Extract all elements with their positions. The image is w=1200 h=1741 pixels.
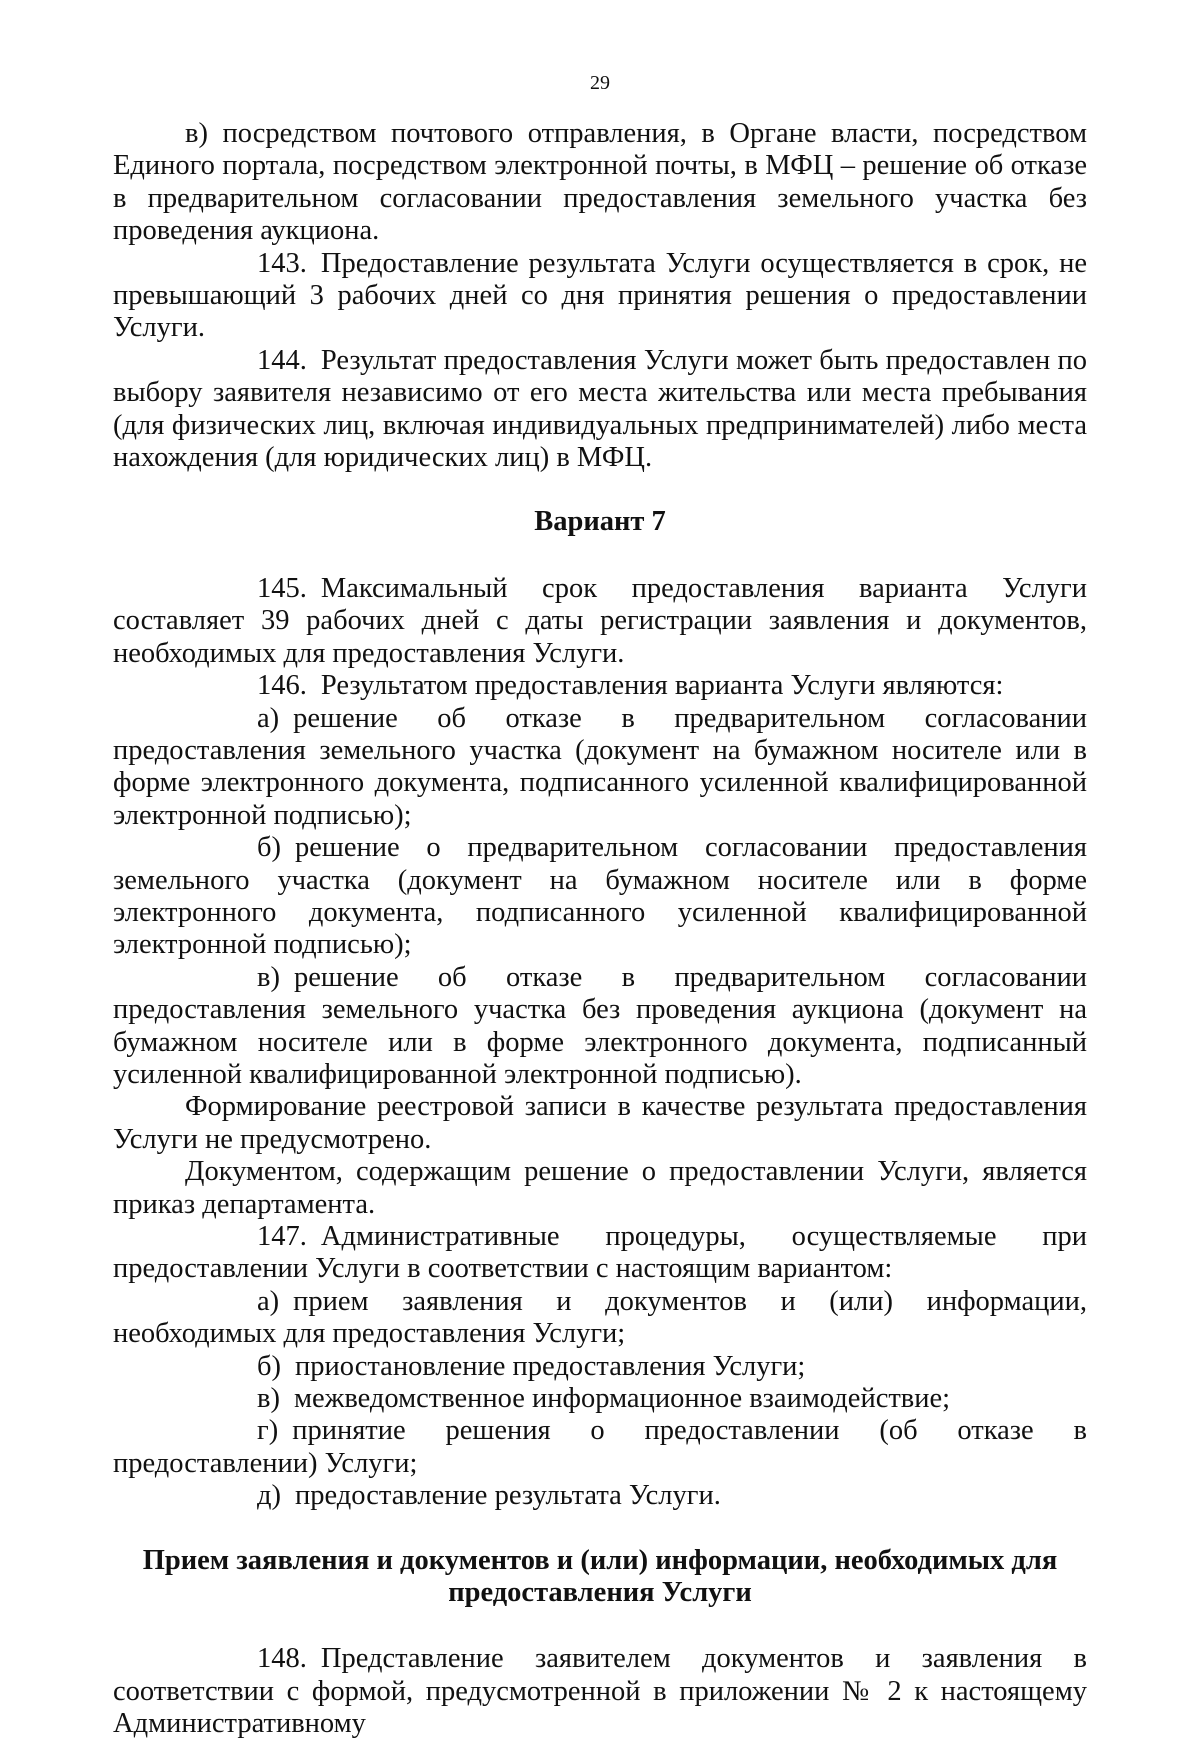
paragraph — [113, 832, 1087, 962]
heading-variant-7: Вариант 7 — [534, 506, 666, 538]
paragraph — [113, 1643, 1087, 1740]
paragraph-number: а) — [257, 1285, 280, 1317]
paragraph-number: в) — [257, 961, 280, 993]
top-paragraphs — [113, 118, 1087, 474]
paragraph-number: д) — [257, 1480, 281, 1512]
paragraph-text: приостановление предоставления Услуги; — [295, 1350, 806, 1382]
paragraph-text: решение об отказе в предварительном согласовании предоставления земельного участка (документ на бумажном носителе или в форме электронного документа, подписанного усиленной квалифицированной электронной подписью); — [113, 702, 1087, 831]
paragraph-text: Предоставление результата Услуги осуществляется в срок, не превышающий 3 рабочих дней со дня принятия решения о предоставлении Услуги. — [113, 247, 1087, 344]
paragraph-text: принятие решения о предоставлении (об отказе в предоставлении) Услуги; — [113, 1415, 1087, 1479]
paragraph-text: Документом, содержащим решение о предоставлении Услуги, является приказ департамента. — [113, 1156, 1087, 1220]
paragraph — [113, 1480, 1087, 1512]
paragraph-number: 147. — [257, 1221, 307, 1252]
paragraph-number: 143. — [257, 247, 307, 279]
paragraph — [113, 703, 1087, 833]
paragraph-text: Формирование реестровой записи в качестве результата предоставления Услуги не предусмотрено. — [113, 1091, 1087, 1155]
paragraph — [113, 1091, 1087, 1156]
paragraph-text: решение о предварительном согласовании предоставления земельного участка (документ на бумажном носителе или в форме электронного документа, подписанного усиленной квалифицированной электронной подписью); — [113, 832, 1087, 961]
variant-paragraphs — [113, 573, 1087, 1513]
paragraph — [113, 670, 1087, 702]
paragraph-number: 146. — [257, 670, 307, 702]
paragraph-text: межведомственное информационное взаимодействие; — [293, 1383, 951, 1415]
paragraph — [113, 1156, 1087, 1221]
paragraph — [113, 1383, 1087, 1415]
paragraph — [113, 1221, 1087, 1286]
page-number: 29 — [590, 72, 610, 94]
paragraph — [113, 1286, 1087, 1351]
page-content — [113, 118, 1087, 1741]
paragraph-text: Максимальный срок предоставления варианта Услуги составляет 39 рабочих дней с даты регистрации заявления и документов, необходимых для предоставления Услуги. — [113, 572, 1087, 669]
paragraph-number: а) — [257, 702, 280, 734]
paragraph-number: б) — [257, 1350, 281, 1382]
heading-section-reception — [113, 1545, 1087, 1610]
paragraph — [113, 345, 1087, 475]
paragraph-text: Представление заявителем документов и заявления в соответствии с формой, предусмотренной в приложении № 2 к настоящему Административному — [113, 1643, 1087, 1740]
paragraph-number: г) — [257, 1415, 279, 1447]
paragraph — [113, 1415, 1087, 1480]
paragraph — [113, 573, 1087, 670]
paragraph-number: 144. — [257, 344, 307, 376]
paragraph-number: 145. — [257, 572, 307, 604]
paragraph-text: Результатом предоставления варианта Услуги являются: — [320, 670, 1004, 702]
paragraph-text: решение об отказе в предварительном согласовании предоставления земельного участка без проведения аукциона (документ на бумажном носителе или в форме электронного документа, подписанный усиленной квалифицированной электронной подписью). — [113, 961, 1087, 1090]
paragraph-number: в) — [257, 1383, 280, 1415]
paragraph-number: б) — [257, 832, 281, 864]
heading-section-line-1: Прием заявления и документов и (или) информации, необходимых для — [142, 1544, 1058, 1576]
paragraph — [113, 248, 1087, 345]
section-paragraphs — [113, 1643, 1087, 1740]
paragraph — [113, 962, 1087, 1092]
paragraph-text: Результат предоставления Услуги может быть предоставлен по выбору заявителя независимо от его места жительства или места пребывания (для физических лиц, включая индивидуальных предпринимателей) либо места нахождения (для юридических лиц) в МФЦ. — [113, 344, 1087, 474]
paragraph-number: 148. — [257, 1643, 307, 1675]
paragraph — [113, 1351, 1087, 1383]
heading-section-line-2: предоставления Услуги — [448, 1577, 752, 1609]
paragraph-text: предоставление результата Услуги. — [295, 1480, 721, 1512]
paragraph-text: прием заявления и документов и (или) информации, необходимых для предоставления Услуги; — [113, 1285, 1087, 1350]
paragraph-text: в) посредством почтового отправления, в Органе власти, посредством Единого портала, посредством электронной почты, в МФЦ – решение об отказе в предварительном согласовании предоставления земельного участка без проведения аукциона. — [113, 118, 1087, 247]
paragraph-text: Административные процедуры, осуществляемые при предоставлении Услуги в соответствии с настоящим вариантом: — [113, 1221, 1087, 1285]
paragraph — [113, 118, 1087, 248]
